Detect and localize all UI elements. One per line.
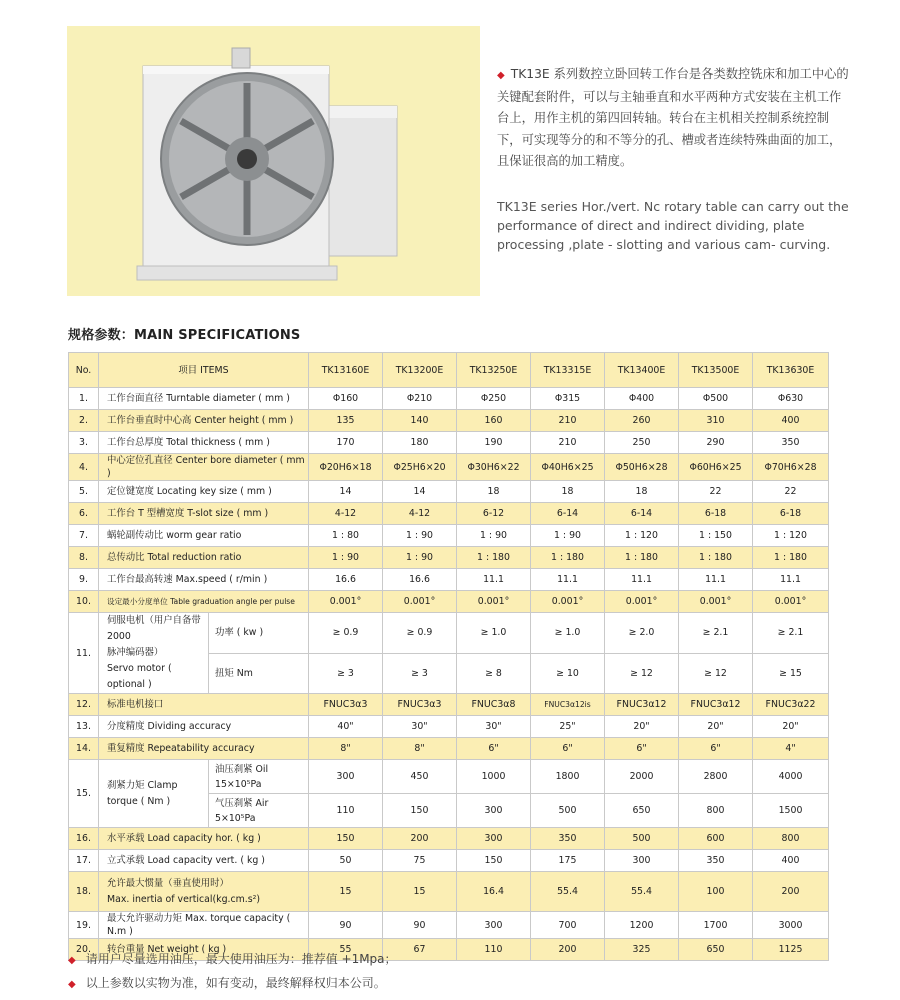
value-cell: 55.4 bbox=[605, 872, 679, 912]
value-cell: 170 bbox=[309, 432, 383, 454]
table-row bbox=[69, 432, 829, 454]
value-cell: 400 bbox=[753, 410, 829, 432]
row-number: 15. bbox=[69, 760, 99, 828]
diamond-bullet-icon: ◆ bbox=[497, 70, 505, 81]
table-row bbox=[69, 547, 829, 569]
value-cell: 500 bbox=[531, 794, 605, 828]
value-cell: 4-12 bbox=[383, 503, 457, 525]
value-cell: Φ50H6×28 bbox=[605, 454, 679, 481]
value-cell: 22 bbox=[753, 481, 829, 503]
value-cell: 1 : 180 bbox=[753, 547, 829, 569]
value-cell: 290 bbox=[679, 432, 753, 454]
value-cell: Φ500 bbox=[679, 388, 753, 410]
row-label: 立式承载 Load capacity vert. ( kg ) bbox=[99, 850, 309, 872]
value-cell: 20" bbox=[679, 716, 753, 738]
row-number: 6. bbox=[69, 503, 99, 525]
row-number: 16. bbox=[69, 828, 99, 850]
intro-text bbox=[497, 64, 849, 254]
rotary-table-illustration bbox=[67, 26, 480, 296]
value-cell: 650 bbox=[605, 794, 679, 828]
sub-label: 功率 ( kw ) bbox=[209, 613, 309, 654]
value-cell: 20" bbox=[753, 716, 829, 738]
value-cell: 15 bbox=[309, 872, 383, 912]
value-cell: 1 : 180 bbox=[531, 547, 605, 569]
value-cell: 1 : 90 bbox=[383, 547, 457, 569]
row-label: 重复精度 Repeatability accuracy bbox=[99, 738, 309, 760]
header-model: TK13160E bbox=[309, 353, 383, 388]
table-row bbox=[69, 454, 829, 481]
value-cell: Φ40H6×25 bbox=[531, 454, 605, 481]
value-cell: 22 bbox=[679, 481, 753, 503]
row-label bbox=[99, 613, 209, 694]
value-cell: 18 bbox=[457, 481, 531, 503]
value-cell: 1 : 180 bbox=[457, 547, 531, 569]
value-cell: Φ400 bbox=[605, 388, 679, 410]
value-cell: 90 bbox=[383, 912, 457, 939]
value-cell: 1 : 180 bbox=[679, 547, 753, 569]
value-cell: 1800 bbox=[531, 760, 605, 794]
row-label: 标准电机接口 bbox=[99, 694, 309, 716]
table-row bbox=[69, 569, 829, 591]
value-cell: Φ60H6×25 bbox=[679, 454, 753, 481]
value-cell: 400 bbox=[753, 850, 829, 872]
row-label-line: Servo motor ( optional ) bbox=[107, 663, 172, 690]
row-number: 3. bbox=[69, 432, 99, 454]
value-cell: ≥ 0.9 bbox=[383, 613, 457, 654]
value-cell: 300 bbox=[457, 828, 531, 850]
value-cell: FNUC3α12 bbox=[605, 694, 679, 716]
intro-en: TK13E series Hor./vert. Nc rotary table can carry out the performance of direct and indirect dividing, plate processing ,plate - slotting and various cam- curving. bbox=[497, 198, 849, 252]
product-photo bbox=[67, 26, 480, 296]
value-cell: 67 bbox=[383, 939, 457, 961]
value-cell: 0.001° bbox=[605, 591, 679, 613]
diamond-bullet-icon: ◆ bbox=[68, 979, 76, 990]
value-cell: 600 bbox=[679, 828, 753, 850]
notes bbox=[68, 948, 397, 996]
value-cell: 175 bbox=[531, 850, 605, 872]
value-cell: 210 bbox=[531, 432, 605, 454]
row-label: 工作台总厚度 Total thickness ( mm ) bbox=[99, 432, 309, 454]
table-row bbox=[69, 738, 829, 760]
value-cell: 11.1 bbox=[679, 569, 753, 591]
row-label: 工作台 T 型槽宽度 T-slot size ( mm ) bbox=[99, 503, 309, 525]
table-row bbox=[69, 591, 829, 613]
row-label: 中心定位孔直径 Center bore diameter ( mm ) bbox=[99, 454, 309, 481]
spec-title: 规格参数：MAIN SPECIFICATIONS bbox=[68, 328, 301, 343]
value-cell: 16.4 bbox=[457, 872, 531, 912]
value-cell: 300 bbox=[309, 760, 383, 794]
header-model: TK13250E bbox=[457, 353, 531, 388]
header-model: TK13400E bbox=[605, 353, 679, 388]
value-cell: 700 bbox=[531, 912, 605, 939]
value-cell: ≥ 1.0 bbox=[531, 613, 605, 654]
row-number: 14. bbox=[69, 738, 99, 760]
note-item: ◆ 以上参数以实物为准，如有变动，最终解释权归本公司。 bbox=[68, 976, 386, 990]
row-label bbox=[99, 872, 309, 912]
value-cell: 0.001° bbox=[753, 591, 829, 613]
sub-label-line: 15×10⁵Pa bbox=[215, 778, 262, 790]
value-cell: 1 : 90 bbox=[531, 525, 605, 547]
table-row bbox=[69, 694, 829, 716]
value-cell: 90 bbox=[309, 912, 383, 939]
value-cell: 30" bbox=[383, 716, 457, 738]
value-cell: 140 bbox=[383, 410, 457, 432]
value-cell: 1000 bbox=[457, 760, 531, 794]
header-model: TK13500E bbox=[679, 353, 753, 388]
value-cell: 6-12 bbox=[457, 503, 531, 525]
value-cell: ≥ 8 bbox=[457, 653, 531, 694]
table-row bbox=[69, 481, 829, 503]
value-cell: 150 bbox=[457, 850, 531, 872]
value-cell: 150 bbox=[383, 794, 457, 828]
value-cell: 180 bbox=[383, 432, 457, 454]
value-cell: 75 bbox=[383, 850, 457, 872]
table-row bbox=[69, 525, 829, 547]
value-cell: Φ25H6×20 bbox=[383, 454, 457, 481]
row-number: 18. bbox=[69, 872, 99, 912]
row-label: 蜗轮副传动比 worm gear ratio bbox=[99, 525, 309, 547]
header-item: 项目 ITEMS bbox=[99, 353, 309, 388]
value-cell: 1 : 90 bbox=[457, 525, 531, 547]
value-cell: 110 bbox=[457, 939, 531, 961]
value-cell: ≥ 3 bbox=[309, 653, 383, 694]
value-cell: 0.001° bbox=[457, 591, 531, 613]
table-row bbox=[69, 872, 829, 912]
header-model: TK13315E bbox=[531, 353, 605, 388]
row-number: 9. bbox=[69, 569, 99, 591]
row-number: 7. bbox=[69, 525, 99, 547]
row-number: 13. bbox=[69, 716, 99, 738]
value-cell: 8" bbox=[383, 738, 457, 760]
value-cell: FNUC3α3 bbox=[383, 694, 457, 716]
row-number: 4. bbox=[69, 454, 99, 481]
value-cell: 2000 bbox=[605, 760, 679, 794]
value-cell: ≥ 2.0 bbox=[605, 613, 679, 654]
value-cell: 1 : 120 bbox=[605, 525, 679, 547]
value-cell: 350 bbox=[753, 432, 829, 454]
value-cell: FNUC3α12 bbox=[679, 694, 753, 716]
value-cell: ≥ 2.1 bbox=[753, 613, 829, 654]
value-cell: ≥ 3 bbox=[383, 653, 457, 694]
value-cell: 11.1 bbox=[605, 569, 679, 591]
row-label: 转台重量 Net weight ( kg ) bbox=[99, 939, 309, 961]
value-cell: 40" bbox=[309, 716, 383, 738]
table-row bbox=[69, 613, 829, 654]
value-cell: 6-14 bbox=[531, 503, 605, 525]
value-cell: 50 bbox=[309, 850, 383, 872]
value-cell: 18 bbox=[531, 481, 605, 503]
value-cell: 6" bbox=[605, 738, 679, 760]
row-label-line: 允许最大惯量（垂直使用时） bbox=[107, 877, 229, 889]
value-cell: 500 bbox=[605, 828, 679, 850]
row-number: 8. bbox=[69, 547, 99, 569]
row-label: 最大允许驱动力矩 Max. torque capacity ( N.m ) bbox=[99, 912, 309, 939]
row-number: 12. bbox=[69, 694, 99, 716]
value-cell: FNUC3α8 bbox=[457, 694, 531, 716]
row-number: 20. bbox=[69, 939, 99, 961]
value-cell: 0.001° bbox=[531, 591, 605, 613]
value-cell: 350 bbox=[679, 850, 753, 872]
value-cell: 18 bbox=[605, 481, 679, 503]
value-cell: 800 bbox=[753, 828, 829, 850]
value-cell: FNUC3α22 bbox=[753, 694, 829, 716]
value-cell: 0.001° bbox=[309, 591, 383, 613]
value-cell: 4000 bbox=[753, 760, 829, 794]
value-cell: 20" bbox=[605, 716, 679, 738]
value-cell: Φ70H6×28 bbox=[753, 454, 829, 481]
row-number: 11. bbox=[69, 613, 99, 694]
value-cell: 310 bbox=[679, 410, 753, 432]
sub-label-line: 5×10⁵Pa bbox=[215, 812, 256, 824]
value-cell: 1200 bbox=[605, 912, 679, 939]
value-cell: ≥ 0.9 bbox=[309, 613, 383, 654]
row-label-line: 脉冲编码器） bbox=[107, 647, 164, 658]
value-cell: 0.001° bbox=[679, 591, 753, 613]
value-cell: 6" bbox=[679, 738, 753, 760]
value-cell: 6" bbox=[531, 738, 605, 760]
value-cell: ≥ 2.1 bbox=[679, 613, 753, 654]
value-cell: Φ210 bbox=[383, 388, 457, 410]
value-cell: 325 bbox=[605, 939, 679, 961]
row-number: 2. bbox=[69, 410, 99, 432]
value-cell: 11.1 bbox=[753, 569, 829, 591]
value-cell: Φ20H6×18 bbox=[309, 454, 383, 481]
sub-label-line: 气压刹紧 Air bbox=[215, 797, 269, 809]
row-number: 19. bbox=[69, 912, 99, 939]
value-cell: 6-18 bbox=[753, 503, 829, 525]
row-number: 10. bbox=[69, 591, 99, 613]
value-cell: 0.001° bbox=[383, 591, 457, 613]
value-cell: 1 : 150 bbox=[679, 525, 753, 547]
row-label: 水平承载 Load capacity hor. ( kg ) bbox=[99, 828, 309, 850]
sub-label bbox=[209, 794, 309, 828]
spec-table bbox=[68, 352, 829, 961]
table-row bbox=[69, 716, 829, 738]
value-cell: 250 bbox=[605, 432, 679, 454]
value-cell: 3000 bbox=[753, 912, 829, 939]
value-cell: 200 bbox=[383, 828, 457, 850]
row-label bbox=[99, 760, 209, 828]
value-cell: 6-18 bbox=[679, 503, 753, 525]
value-cell: ≥ 12 bbox=[679, 653, 753, 694]
value-cell: 55.4 bbox=[531, 872, 605, 912]
table-row bbox=[69, 760, 829, 794]
row-label: 工作台面直径 Turntable diameter ( mm ) bbox=[99, 388, 309, 410]
value-cell: 14 bbox=[309, 481, 383, 503]
value-cell: ≥ 15 bbox=[753, 653, 829, 694]
table-row bbox=[69, 912, 829, 939]
value-cell: 1 : 80 bbox=[309, 525, 383, 547]
sub-label: 扭矩 Nm bbox=[209, 653, 309, 694]
value-cell: 190 bbox=[457, 432, 531, 454]
value-cell: FNUC3α3 bbox=[309, 694, 383, 716]
value-cell: 2800 bbox=[679, 760, 753, 794]
value-cell: 150 bbox=[309, 828, 383, 850]
value-cell: 4" bbox=[753, 738, 829, 760]
value-cell: 650 bbox=[679, 939, 753, 961]
value-cell: 210 bbox=[531, 410, 605, 432]
value-cell: 1125 bbox=[753, 939, 829, 961]
row-label-line: 伺服电机（用户自备带 2000 bbox=[107, 615, 201, 642]
value-cell: 110 bbox=[309, 794, 383, 828]
row-label: 分度精度 Dividing accuracy bbox=[99, 716, 309, 738]
value-cell: 8" bbox=[309, 738, 383, 760]
value-cell: 30" bbox=[457, 716, 531, 738]
sub-label-line: 油压刹紧 Oil bbox=[215, 763, 269, 775]
value-cell: 1500 bbox=[753, 794, 829, 828]
header-model: TK13630E bbox=[753, 353, 829, 388]
table-row bbox=[69, 388, 829, 410]
value-cell: 16.6 bbox=[383, 569, 457, 591]
value-cell: 6-14 bbox=[605, 503, 679, 525]
table-row bbox=[69, 503, 829, 525]
value-cell: 300 bbox=[605, 850, 679, 872]
value-cell: 1 : 90 bbox=[383, 525, 457, 547]
table-header-row bbox=[69, 353, 829, 388]
value-cell: 800 bbox=[679, 794, 753, 828]
value-cell: ≥ 10 bbox=[531, 653, 605, 694]
row-label: 总传动比 Total reduction ratio bbox=[99, 547, 309, 569]
value-cell: 1 : 90 bbox=[309, 547, 383, 569]
value-cell: 350 bbox=[531, 828, 605, 850]
note-item: ◆ 请用户尽量选用油压，最大使用油压为：推荐值 +1Mpa； bbox=[68, 952, 397, 966]
value-cell: Φ250 bbox=[457, 388, 531, 410]
value-cell: 1 : 180 bbox=[605, 547, 679, 569]
value-cell: 300 bbox=[457, 912, 531, 939]
value-cell: 200 bbox=[753, 872, 829, 912]
value-cell: 260 bbox=[605, 410, 679, 432]
row-label-line: torque ( Nm ) bbox=[107, 795, 171, 807]
value-cell: Φ315 bbox=[531, 388, 605, 410]
row-label: 工作台最高转速 Max.speed ( r/min ) bbox=[99, 569, 309, 591]
value-cell: Φ30H6×22 bbox=[457, 454, 531, 481]
value-cell: ≥ 12 bbox=[605, 653, 679, 694]
value-cell: 11.1 bbox=[531, 569, 605, 591]
value-cell: 100 bbox=[679, 872, 753, 912]
header-no: No. bbox=[69, 353, 99, 388]
value-cell: 15 bbox=[383, 872, 457, 912]
value-cell: Φ160 bbox=[309, 388, 383, 410]
value-cell: 135 bbox=[309, 410, 383, 432]
header-model: TK13200E bbox=[383, 353, 457, 388]
value-cell: 450 bbox=[383, 760, 457, 794]
row-number: 1. bbox=[69, 388, 99, 410]
value-cell: 300 bbox=[457, 794, 531, 828]
value-cell: 160 bbox=[457, 410, 531, 432]
value-cell: FNUC3α12is bbox=[531, 694, 605, 716]
intro-zh: ◆ TK13E 系列数控立卧回转工作台是各类数控铣床和加工中心的关键配套附件，可以与主轴垂直和水平两种方式安装在主机工作台上，用作主机的第四回转轴。转台在主机相关控制系统控制下，可实现等分的和不等分的孔、槽或者连续特殊曲面的加工，且保证很高的加工精度。 bbox=[497, 67, 849, 168]
value-cell: 4-12 bbox=[309, 503, 383, 525]
value-cell: 25" bbox=[531, 716, 605, 738]
value-cell: 16.6 bbox=[309, 569, 383, 591]
value-cell: 1 : 120 bbox=[753, 525, 829, 547]
value-cell: Φ630 bbox=[753, 388, 829, 410]
row-label: 定位键宽度 Locating key size ( mm ) bbox=[99, 481, 309, 503]
sub-label bbox=[209, 760, 309, 794]
value-cell: ≥ 1.0 bbox=[457, 613, 531, 654]
table-row bbox=[69, 828, 829, 850]
diamond-bullet-icon: ◆ bbox=[68, 955, 76, 966]
row-number: 17. bbox=[69, 850, 99, 872]
value-cell: 14 bbox=[383, 481, 457, 503]
value-cell: 1700 bbox=[679, 912, 753, 939]
value-cell: 11.1 bbox=[457, 569, 531, 591]
row-label: 工作台垂直时中心高 Center height ( mm ) bbox=[99, 410, 309, 432]
row-label: 设定最小分度单位 Table graduation angle per pulse bbox=[99, 591, 309, 613]
table-row bbox=[69, 850, 829, 872]
row-number: 5. bbox=[69, 481, 99, 503]
table-row bbox=[69, 410, 829, 432]
value-cell: 55 bbox=[309, 939, 383, 961]
row-label-line: 刹紧力矩 Clamp bbox=[107, 779, 178, 791]
value-cell: 200 bbox=[531, 939, 605, 961]
value-cell: 6" bbox=[457, 738, 531, 760]
row-label-line: Max. inertia of vertical(kg.cm.s²) bbox=[107, 893, 261, 905]
